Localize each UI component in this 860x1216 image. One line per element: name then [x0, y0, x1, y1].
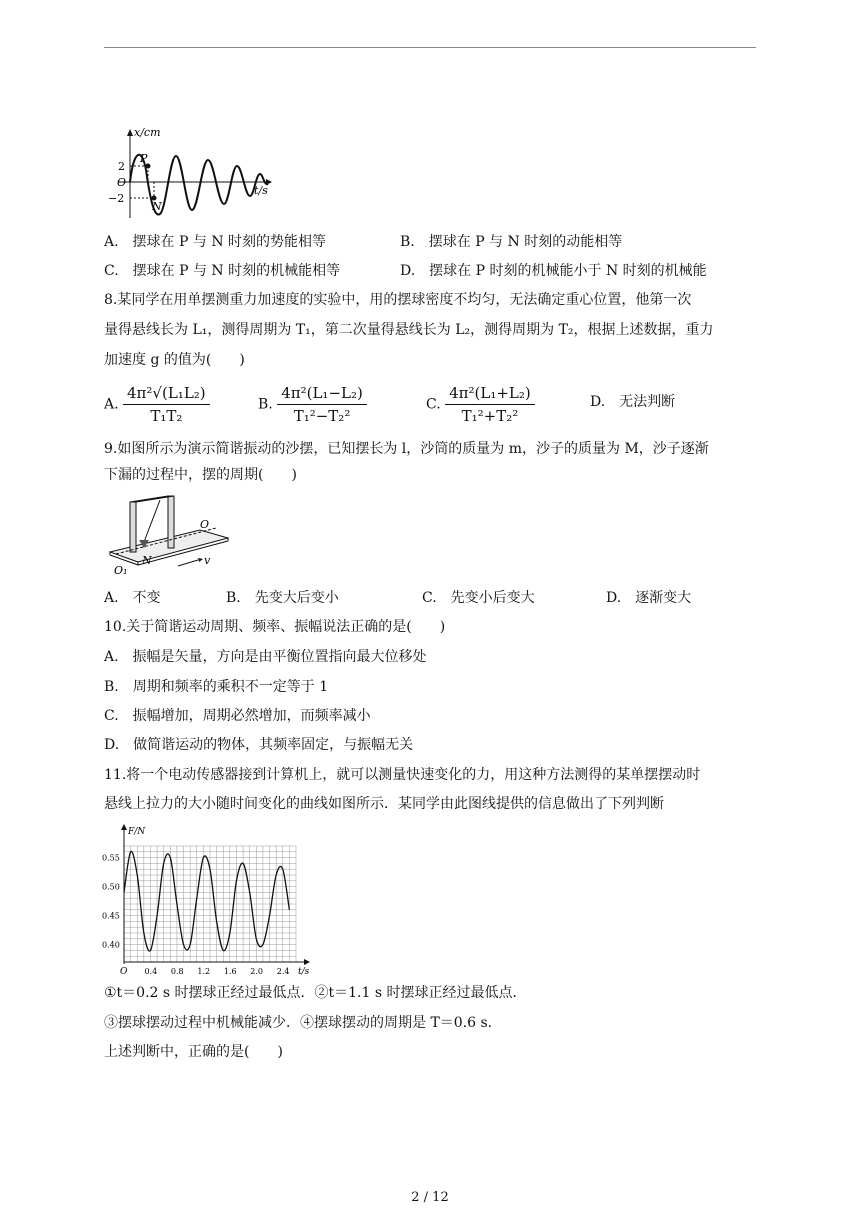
q11-statement-2: ③摆球摆动过程中机械能减少．④摆球摆动的周期是 T＝0.6 s．	[104, 1015, 502, 1031]
x-tick-label: 0.4	[144, 967, 158, 976]
x-tick-label: 1.2	[197, 967, 211, 976]
y-tick-label: 0.50	[102, 882, 120, 892]
force-time-chart	[100, 824, 316, 976]
label-o1: O₁	[114, 564, 128, 577]
q8-b-denominator: T₁²−T₂²	[293, 407, 351, 425]
frame-left-post	[130, 502, 136, 552]
label-n: N	[142, 554, 152, 567]
q8-option-a-label: A.	[104, 396, 119, 413]
x-tick-label: 2.4	[276, 967, 290, 976]
tick-pos: 2	[118, 160, 125, 173]
q11-statement-3: 上述判断中，正确的是( )	[104, 1044, 283, 1060]
x-axis-label: t/s	[298, 967, 310, 976]
page-number: 2 / 12	[411, 1190, 449, 1205]
q8-c-numerator: 4π²(L₁+L₂)	[445, 383, 535, 405]
q8-option-b	[258, 383, 367, 426]
velocity-arrow	[178, 560, 198, 566]
q10-option-d: D. 做简谐运动的物体，其频率固定，与振幅无关	[104, 737, 414, 753]
label-o: O	[200, 518, 210, 531]
tick-neg: −2	[108, 192, 125, 205]
q11-statement-1: ①t＝0.2 s 时摆球正经过最低点．②t＝1.1 s 时摆球正经过最低点．	[104, 985, 527, 1001]
q8-a-numerator: 4π²√(L₁L₂)	[123, 383, 210, 405]
q7-option-c: C. 摆球在 P 与 N 时刻的机械能相等	[104, 263, 341, 279]
y-tick-label: 0.55	[102, 853, 120, 863]
origin-label: O	[120, 967, 128, 976]
label-p: P	[140, 152, 148, 165]
q8-option-d: D. 无法判断	[590, 394, 676, 410]
q8-option-c-label: C.	[426, 396, 441, 413]
q9-option-b: B. 先变大后变小	[226, 590, 339, 606]
q8-option-b-label: B.	[258, 396, 273, 413]
q10-line: 10.关于简谐运动周期、频率、振幅说法正确的是( )	[104, 619, 446, 635]
origin-label: O	[117, 176, 127, 189]
label-v: v	[204, 554, 211, 567]
q8-c-denominator: T₁²+T₂²	[461, 407, 519, 425]
q11-line-2: 悬线上拉力的大小随时间变化的曲线如图所示．某同学由此图线提供的信息做出了下列判断	[104, 796, 664, 812]
q7-option-d: D. 摆球在 P 时刻的机械能小于 N 时刻的机械能	[400, 263, 707, 279]
x-tick-label: 1.6	[223, 967, 237, 976]
x-tick-label: 0.8	[170, 967, 184, 976]
q8-a-denominator: T₁T₂	[150, 407, 183, 425]
q7-option-a: A. 摆球在 P 与 N 时刻的势能相等	[104, 234, 327, 250]
q8-option-c	[426, 383, 535, 426]
q11-line-1: 11.将一个电动传感器接到计算机上，就可以测量快速变化的力，用这种方法测得的某单摆摆动时	[104, 767, 701, 783]
q8-b-numerator: 4π²(L₁−L₂)	[277, 383, 367, 405]
header-rule	[104, 47, 756, 48]
q7-option-b: B. 摆球在 P 与 N 时刻的动能相等	[400, 234, 623, 250]
force-curve	[124, 851, 289, 951]
q8-line-2: 量得悬线长为 L₁，测得周期为 T₁，第二次量得悬线长为 L₂，测得周期为 T₂，根据上述数据，重力	[104, 322, 714, 338]
q9-line-1: 9.如图所示为演示简谐振动的沙摆，已知摆长为 l，沙筒的质量为 m，沙子的质量为 M，沙子逐渐	[104, 441, 709, 457]
q9-line-2: 下漏的过程中，摆的周期( )	[104, 467, 297, 483]
y-tick-label: 0.40	[102, 940, 120, 950]
sand-pendulum-figure	[106, 492, 236, 578]
chart-grid	[124, 846, 296, 962]
q8-line-1: 8.某同学在用单摆测重力加速度的实验中，用的摆球密度不均匀，无法确定重心位置，他第一次	[104, 292, 692, 308]
q8-line-3: 加速度 g 的值为( )	[104, 352, 245, 368]
y-axis-label: F/N	[128, 827, 146, 837]
label-n: N	[152, 200, 162, 213]
x-tick-label: 2.0	[250, 967, 264, 976]
q10-option-b: B. 周期和频率的乘积不一定等于 1	[104, 679, 329, 695]
x-axis-label: t/s	[254, 184, 268, 197]
pendulum-string	[144, 500, 160, 542]
q9-option-d: D. 逐渐变大	[606, 590, 692, 606]
y-tick-label: 0.45	[102, 911, 120, 921]
q10-option-c: C. 振幅增加，周期必然增加，而频率减小	[104, 708, 371, 724]
q9-option-c: C. 先变小后变大	[422, 590, 535, 606]
frame-top-bar	[130, 496, 174, 502]
oscillation-graph	[108, 126, 278, 222]
q10-option-a: A. 振幅是矢量，方向是由平衡位置指向最大位移处	[104, 649, 427, 665]
q8-option-a	[104, 383, 210, 426]
y-axis-label: x/cm	[134, 126, 161, 139]
q9-option-a: A. 不变	[104, 590, 161, 606]
damped-wave	[130, 155, 268, 215]
